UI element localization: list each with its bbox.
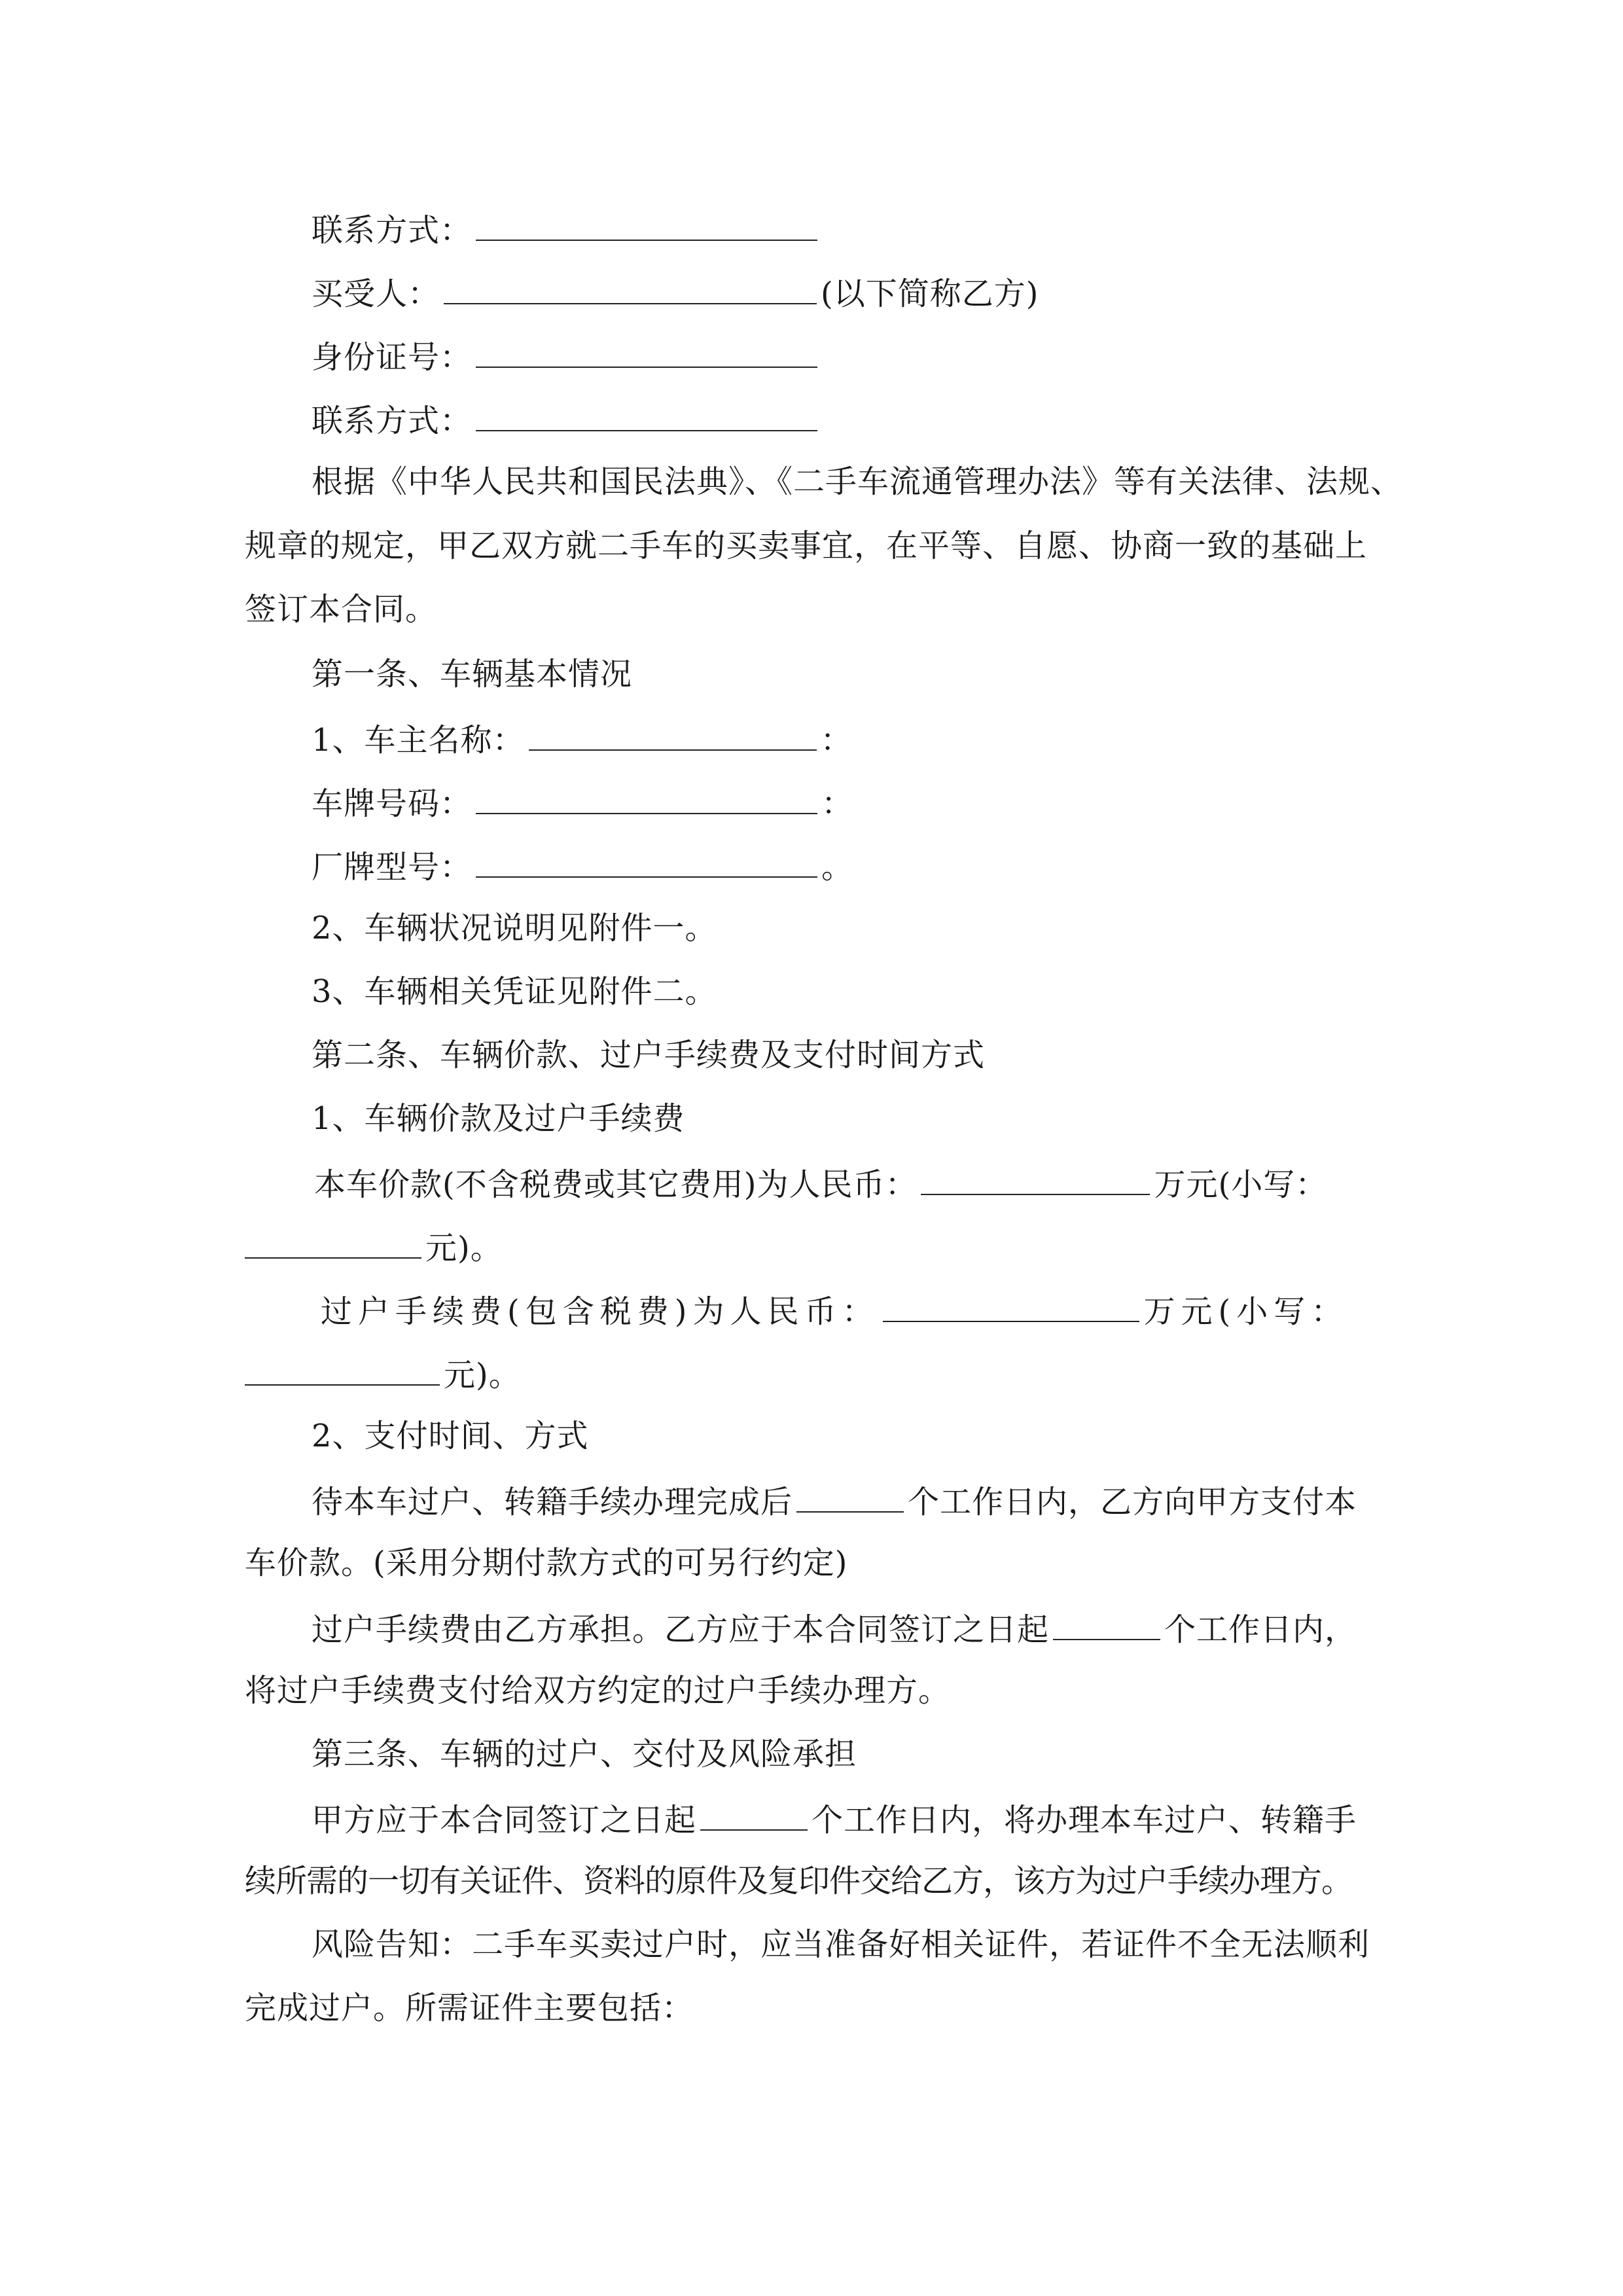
buyer-contact-blank	[476, 399, 817, 431]
transfer-text: 甲方应于本合同签订之日起	[312, 1802, 697, 1839]
article2-sub2: 2、支付时间、方式	[312, 1418, 589, 1454]
buyer-line	[312, 272, 1039, 314]
owner-label: 1、车主名称：	[312, 722, 525, 759]
fee-line-2	[245, 1353, 521, 1395]
preamble-line-2: 规章的规定，甲乙双方就二手车的买卖事宜，在平等、自愿、协商一致的基础上	[245, 528, 1368, 564]
wan-text: 万元(小写：	[1143, 1293, 1349, 1330]
article3-title: 第三条、车辆的过户、交付及风险承担	[312, 1736, 857, 1772]
transfer-days-blank	[700, 1798, 808, 1831]
contact-label: 联系方式：	[312, 403, 473, 439]
fee-payment-line-2: 将过户手续费支付给双方约定的过户手续办理方。	[245, 1672, 951, 1709]
article1-item2: 2、车辆状况说明见附件一。	[312, 910, 717, 946]
model-label: 厂牌型号：	[312, 849, 473, 886]
fee-payment-text: 个工作日内，	[1164, 1611, 1357, 1648]
yuan-close: 元)。	[425, 1230, 503, 1266]
fee-wan-blank	[883, 1289, 1139, 1322]
payment-line-2: 车价款。(采用分期付款方式的可另行约定)	[245, 1545, 848, 1581]
buyer-id-line	[312, 335, 821, 377]
contact-label: 联系方式：	[312, 212, 473, 249]
price-wan-blank	[921, 1162, 1150, 1195]
buyer-name-blank	[444, 272, 817, 304]
buyer-contact-line	[312, 399, 821, 440]
preamble-line-1: 根据《中华人民共和国民法典》、《二手车流通管理办法》等有关法律、法规、	[312, 463, 1403, 500]
owner-name-blank	[529, 718, 817, 751]
payment-text: 待本车过户、转籍手续办理完成后	[312, 1484, 793, 1520]
colon-mark: ：	[821, 785, 854, 822]
plate-blank	[476, 781, 817, 814]
fee-days-blank	[1053, 1607, 1160, 1640]
fee-yuan-blank	[245, 1353, 440, 1386]
fee-payment-line-1	[312, 1607, 1357, 1649]
model-line	[312, 845, 853, 887]
yuan-close: 元)。	[444, 1357, 521, 1393]
article2-title: 第二条、车辆价款、过户手续费及支付时间方式	[312, 1037, 986, 1073]
seller-contact-blank	[476, 208, 817, 241]
fee-line	[321, 1289, 1348, 1331]
plate-line	[312, 781, 853, 823]
article1-title: 第一条、车辆基本情况	[312, 656, 633, 692]
seller-contact-line	[312, 208, 821, 250]
id-label: 身份证号：	[312, 339, 473, 376]
wan-text: 万元(小写：	[1154, 1166, 1328, 1203]
price-yuan-blank	[245, 1226, 421, 1259]
buyer-label: 买受人：	[312, 276, 440, 312]
payment-text: 个工作日内，乙方向甲方支付本	[908, 1484, 1357, 1520]
payment-line-1	[312, 1480, 1357, 1522]
transfer-text: 个工作日内，将办理本车过户、转籍手	[812, 1802, 1357, 1839]
payment-days-blank	[796, 1480, 904, 1513]
buyer-suffix: (以下简称乙方)	[821, 276, 1039, 312]
price-text: 本车价款(不含税费或其它费用)为人民币：	[314, 1166, 918, 1203]
transfer-line-1	[312, 1798, 1357, 1840]
risk-line-2: 完成过户。所需证件主要包括：	[245, 1990, 694, 2026]
risk-line-1: 风险告知：二手车买卖过户时，应当准备好相关证件，若证件不全无法顺利	[312, 1926, 1370, 1963]
transfer-line-2: 续所需的一切有关证件、资料的原件及复印件交给乙方，该方为过户手续办理方。	[245, 1863, 1353, 1899]
owner-name-line	[312, 718, 853, 760]
article2-sub1: 1、车辆价款及过户手续费	[312, 1100, 685, 1137]
buyer-id-blank	[476, 335, 817, 368]
plate-label: 车牌号码：	[312, 785, 473, 822]
article1-item3: 3、车辆相关凭证见附件二。	[312, 973, 717, 1010]
fee-text: 过户手续费(包含税费)为人民币：	[321, 1293, 880, 1330]
model-blank	[476, 845, 817, 878]
preamble-line-3: 签订本合同。	[245, 591, 438, 628]
fee-payment-text: 过户手续费由乙方承担。乙方应于本合同签订之日起	[312, 1611, 1050, 1648]
colon-mark: ：	[820, 722, 853, 759]
price-line	[314, 1162, 1327, 1204]
price-line-2	[245, 1226, 503, 1268]
period-mark: 。	[821, 849, 854, 886]
